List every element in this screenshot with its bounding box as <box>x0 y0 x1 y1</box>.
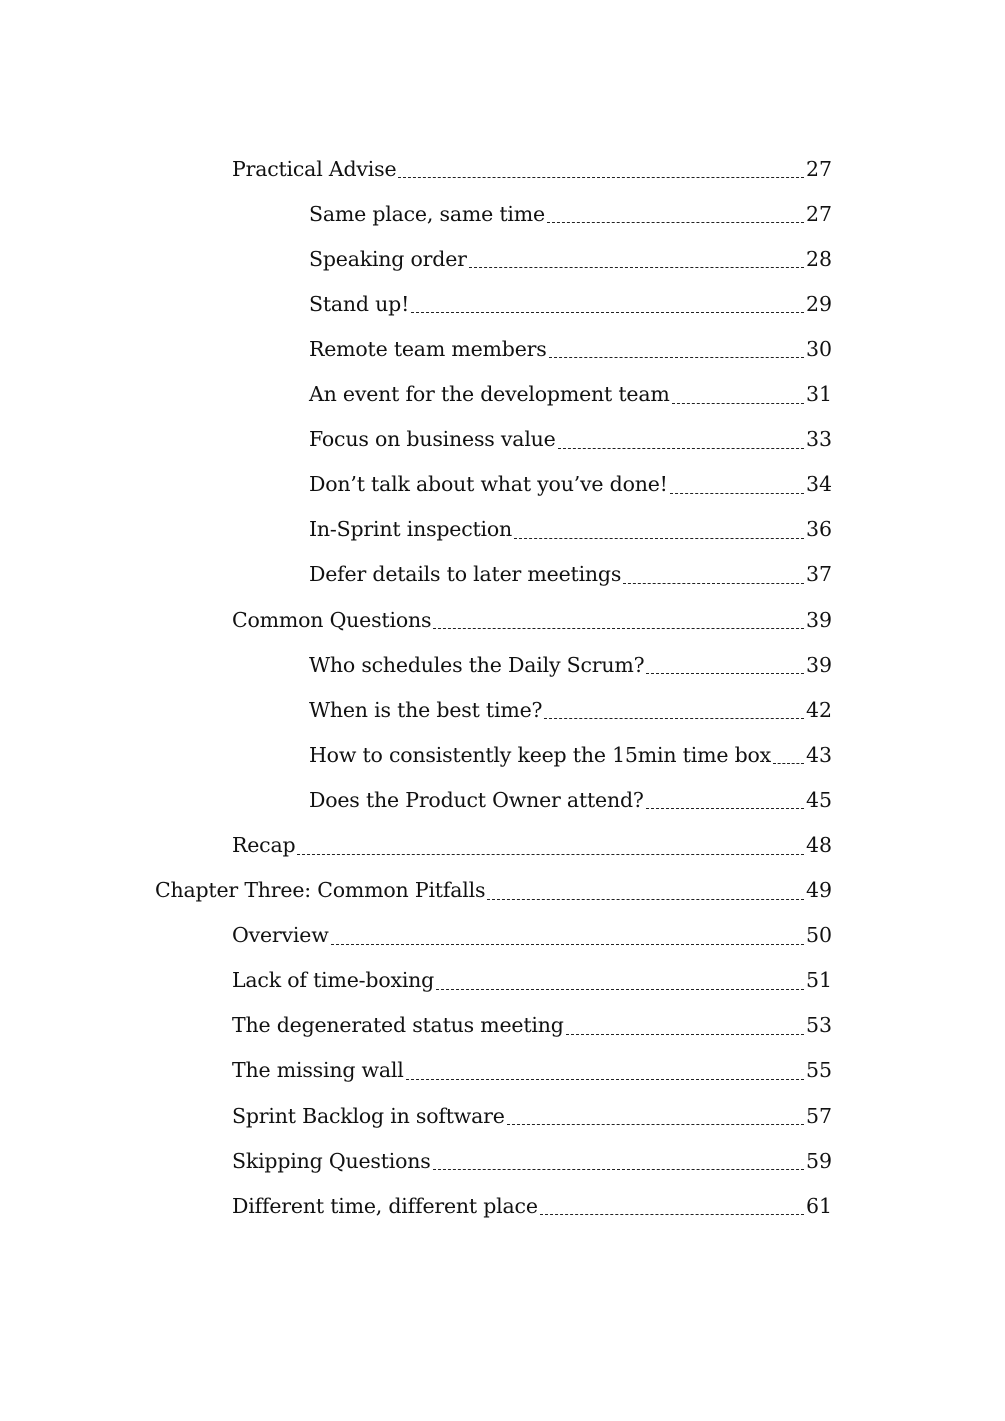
dot-leader <box>544 718 804 719</box>
dot-leader <box>433 1169 804 1170</box>
toc-entry[interactable] <box>0 142 1005 187</box>
dot-leader <box>433 628 804 629</box>
dot-leader <box>672 403 804 404</box>
toc-entry[interactable] <box>0 864 1005 909</box>
dot-leader <box>411 312 804 313</box>
toc-entry-title: Different time, different place <box>232 1193 538 1218</box>
dot-leader <box>566 1034 804 1035</box>
toc-entry[interactable] <box>0 413 1005 458</box>
toc-entry[interactable] <box>0 1134 1005 1179</box>
toc-entry-page: 61 <box>806 1193 833 1218</box>
toc-entry-page: 39 <box>806 652 833 677</box>
toc-entry-title: Recap <box>232 833 296 857</box>
toc-entry[interactable] <box>0 1044 1005 1089</box>
toc-entry-title: Stand up! <box>309 291 410 316</box>
toc-entry-page: 42 <box>806 697 833 722</box>
toc-entry-page: 55 <box>806 1058 833 1083</box>
toc-entry-page: 30 <box>806 336 833 361</box>
dot-leader <box>558 448 804 449</box>
toc-entry-page: 27 <box>806 201 833 226</box>
toc-entry[interactable] <box>0 548 1005 593</box>
toc-entry-page: 51 <box>806 968 833 993</box>
toc-entry-page: 27 <box>806 156 833 181</box>
toc-entry[interactable] <box>0 367 1005 412</box>
dot-leader <box>507 1124 804 1125</box>
toc-entry-title: Don’t talk about what you’ve done! <box>309 472 668 497</box>
toc-entry-page: 53 <box>806 1013 833 1038</box>
toc-entry-page: 48 <box>806 833 833 857</box>
toc-entry-page: 33 <box>806 427 833 452</box>
toc-entry-page: 37 <box>806 562 833 587</box>
toc-entry[interactable] <box>0 728 1005 773</box>
toc-entry-title: Chapter Three: Common Pitfalls <box>155 878 486 903</box>
toc-entry-title: Sprint Backlog in software <box>232 1103 505 1128</box>
dot-leader <box>406 1079 804 1080</box>
dot-leader <box>469 267 804 268</box>
toc-entry[interactable] <box>0 458 1005 503</box>
toc-entry-title: Does the Product Owner attend? <box>309 787 644 812</box>
toc-entry-title: Lack of time-boxing <box>232 968 435 993</box>
toc-entry-title: The degenerated status meeting <box>232 1013 564 1038</box>
toc-entry-title: Practical Advise <box>232 156 397 181</box>
toc-entry[interactable] <box>0 954 1005 999</box>
toc-entry-page: 39 <box>806 607 833 632</box>
toc-entry-title: How to consistently keep the 15min time box <box>309 742 771 767</box>
toc-entry[interactable] <box>0 909 1005 954</box>
toc-entry-title: An event for the development team <box>309 382 670 407</box>
toc-entry[interactable] <box>0 1179 1005 1224</box>
toc-entry[interactable] <box>0 232 1005 277</box>
toc-entry-page: 36 <box>806 517 833 542</box>
dot-leader <box>549 357 804 358</box>
toc-entry-page: 49 <box>806 878 833 903</box>
toc-entry-title: Skipping Questions <box>232 1148 431 1173</box>
toc-entry-title: In-Sprint inspection <box>309 517 513 542</box>
toc-entry-page: 57 <box>806 1103 833 1128</box>
toc-entry-page: 28 <box>806 246 833 271</box>
toc-entry-title: Remote team members <box>309 336 547 361</box>
toc-entry-title: Speaking order <box>309 246 467 271</box>
toc-entry[interactable] <box>0 187 1005 232</box>
dot-leader <box>487 899 804 900</box>
dot-leader <box>773 763 804 764</box>
table-of-contents <box>0 142 1005 1224</box>
toc-entry-page: 34 <box>806 472 833 497</box>
toc-entry-page: 31 <box>806 382 833 407</box>
toc-entry[interactable] <box>0 773 1005 818</box>
toc-entry-title: Common Questions <box>232 607 432 632</box>
toc-entry[interactable] <box>0 999 1005 1044</box>
toc-entry[interactable] <box>0 818 1005 863</box>
toc-entry[interactable] <box>0 503 1005 548</box>
toc-entry-page: 45 <box>806 787 833 812</box>
dot-leader <box>547 222 804 223</box>
toc-entry-page: 29 <box>806 291 833 316</box>
toc-entry[interactable] <box>0 1089 1005 1134</box>
dot-leader <box>436 989 804 990</box>
toc-entry-page: 43 <box>806 742 833 767</box>
dot-leader <box>670 493 804 494</box>
toc-entry-title: When is the best time? <box>309 697 543 722</box>
toc-entry-title: Focus on business value <box>309 427 556 452</box>
toc-entry-page: 59 <box>806 1148 833 1173</box>
toc-entry[interactable] <box>0 593 1005 638</box>
toc-entry[interactable] <box>0 277 1005 322</box>
dot-leader <box>398 177 804 178</box>
toc-entry[interactable] <box>0 683 1005 728</box>
toc-entry[interactable] <box>0 638 1005 683</box>
dot-leader <box>540 1214 804 1215</box>
toc-entry-title: Defer details to later meetings <box>309 562 622 587</box>
toc-entry-title: Overview <box>232 923 329 948</box>
dot-leader <box>646 673 804 674</box>
toc-entry-page: 50 <box>806 923 833 948</box>
toc-entry-title: Same place, same time <box>309 201 545 226</box>
dot-leader <box>646 808 804 809</box>
toc-entry-title: The missing wall <box>232 1058 404 1083</box>
toc-entry[interactable] <box>0 322 1005 367</box>
dot-leader <box>623 583 804 584</box>
dot-leader <box>514 538 804 539</box>
toc-entry-title: Who schedules the Daily Scrum? <box>309 652 645 677</box>
dot-leader <box>331 944 804 945</box>
dot-leader <box>297 854 804 855</box>
